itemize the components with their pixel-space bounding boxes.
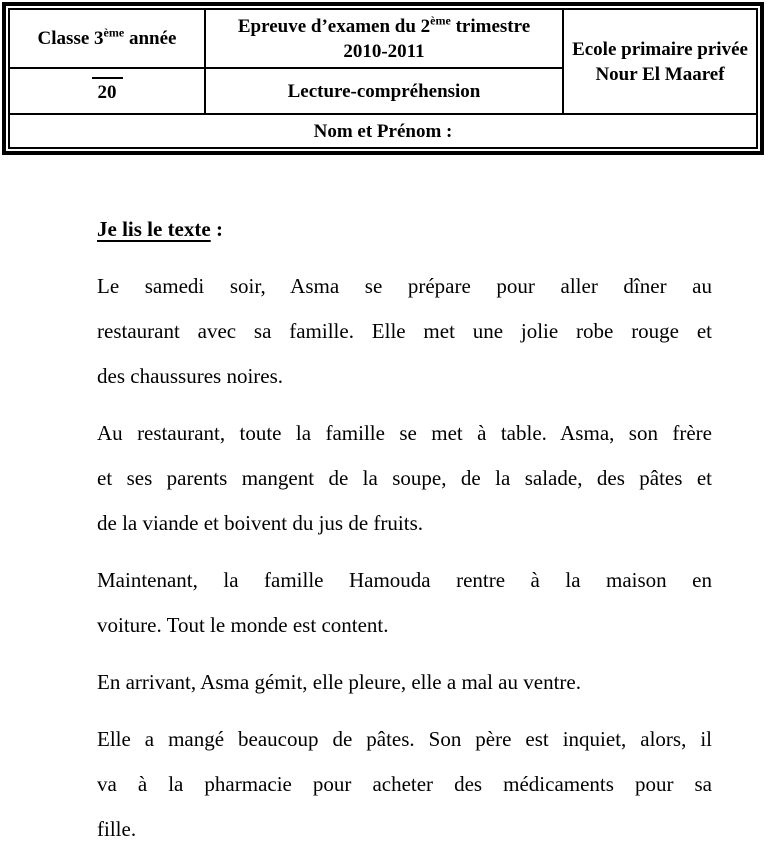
school-name-line2: Nour El Maaref xyxy=(595,63,725,85)
classe-cell xyxy=(9,9,205,68)
header-table xyxy=(2,2,764,155)
section-heading xyxy=(97,207,712,252)
reading-text xyxy=(97,264,712,852)
school-name-line1: Ecole primaire privée xyxy=(572,38,748,60)
text-line: Au restaurant, toute la famille se met à table. Asma, son frère xyxy=(97,421,712,445)
score-cell xyxy=(9,68,205,114)
paragraph xyxy=(97,264,712,399)
exam-title-cell xyxy=(205,9,563,68)
exam-title-line2: 2010-2011 xyxy=(343,40,425,62)
score-out-of-20: 20 xyxy=(92,77,123,105)
paragraph xyxy=(97,660,712,705)
text-line: de la viande et boivent du jus de fruits. xyxy=(97,511,424,535)
text-line: Le samedi soir, Asma se prépare pour aller dîner au xyxy=(97,274,712,298)
classe-ordinal: ème xyxy=(103,25,125,40)
trimestre-ordinal: ème xyxy=(430,13,451,28)
student-name-field[interactable]: Nom et Prénom : xyxy=(9,114,757,148)
section-heading-colon: : xyxy=(210,217,223,241)
text-line: restaurant avec sa famille. Elle met une jolie robe rouge et xyxy=(97,319,712,343)
paragraph xyxy=(97,411,712,546)
classe-label-post: année xyxy=(124,28,177,49)
text-line: et ses parents mangent de la soupe, de la salade, des pâtes et xyxy=(97,466,712,490)
reading-section xyxy=(97,143,712,856)
text-line: Elle a mangé beaucoup de pâtes. Son père est inquiet, alors, il xyxy=(97,727,712,751)
section-heading-text: Je lis le texte xyxy=(97,217,211,241)
text-line: fille. xyxy=(97,817,137,841)
paragraph xyxy=(97,717,712,852)
exam-title-line1: Epreuve d’examen du 2ème trimestre xyxy=(237,13,531,37)
text-line: Maintenant, la famille Hamouda rentre à la maison en xyxy=(97,568,712,592)
text-line: va à la pharmacie pour acheter des médicaments pour sa xyxy=(97,772,712,796)
school-cell xyxy=(563,9,757,114)
classe-label-pre: Classe 3 xyxy=(37,28,104,49)
text-line: des chaussures noires. xyxy=(97,364,284,388)
paragraph xyxy=(97,558,712,648)
subject-cell: Lecture-compréhension xyxy=(205,68,563,114)
text-line: En arrivant, Asma gémit, elle pleure, elle a mal au ventre. xyxy=(97,670,581,694)
text-line: voiture. Tout le monde est content. xyxy=(97,613,389,637)
